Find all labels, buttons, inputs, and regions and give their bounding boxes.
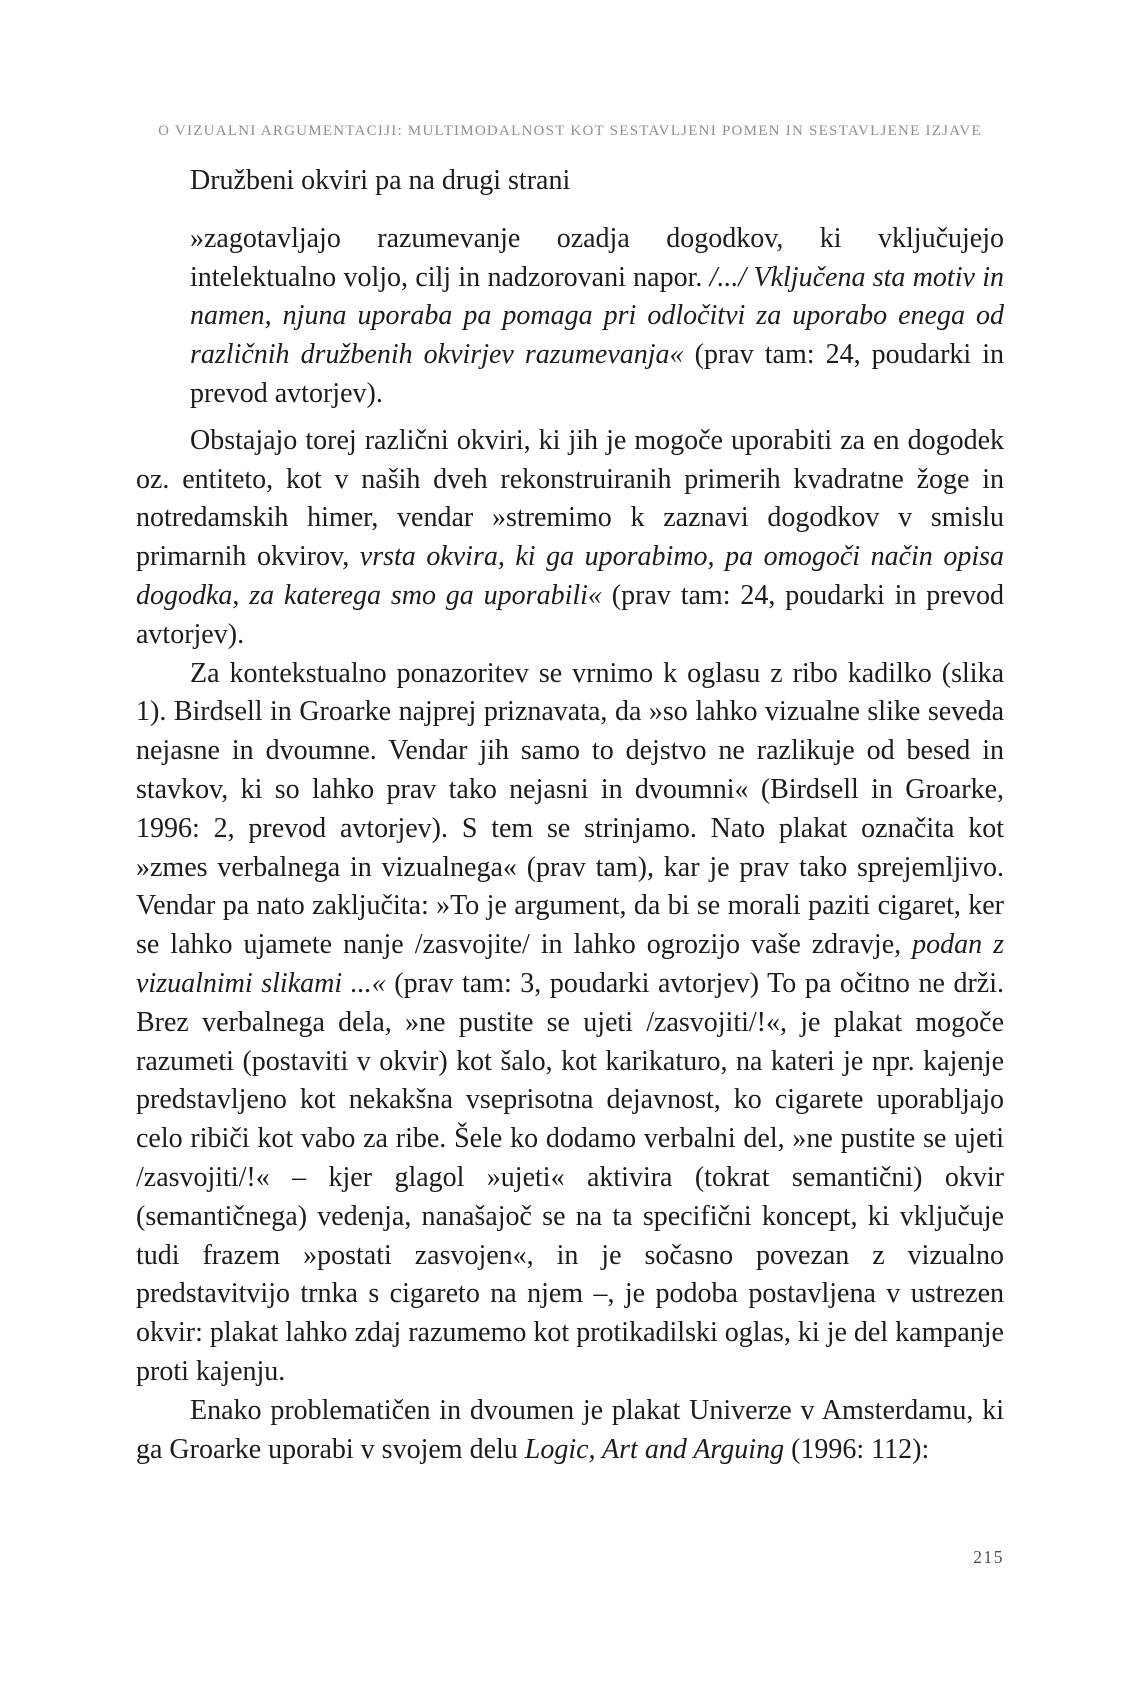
running-head: O VIZUALNI ARGUMENTACIJI: MULTIMODALNOST KOT SESTAVLJENI POMEN IN SESTAVLJENE IZJAVE [158, 123, 982, 139]
italic-run: podan z vizualnimi slikami ...« [136, 929, 1004, 999]
text-run: (1996: 112): [784, 1433, 930, 1465]
page-body [136, 162, 1004, 1469]
italic-run: /.../ Vključena sta motiv in namen, njuna uporaba pa pomaga pri odločitvi za uporabo enega od različnih družbenih okvirjev razumevanja« [190, 261, 1004, 371]
page-number: 215 [973, 1547, 1004, 1567]
text-run: Obstajajo torej različni okviri, ki jih je mogoče uporabiti za en dogodek oz. entiteto, kot v naših dveh rekonstruiranih primerih kvadratne žoge in notredamskih himer, vendar »stremimo k zaznavi dogodkov v smislu primarnih okvirov, [136, 424, 1004, 573]
blockquote [190, 220, 1004, 414]
text-run: »zagotavljajo razumevanje ozadja dogodkov, ki vključujejo intelektualno voljo, cilj in nadzorovani napor. [190, 222, 1004, 293]
italic-run: Logic, Art and Arguing [524, 1433, 785, 1465]
text-run: Družbeni okviri pa na drugi strani [190, 165, 571, 196]
text-run: Za kontekstualno ponazoritev se vrnimo k oglasu z ribo kadilko (slika 1). Birdsell in Groarke najprej priznavata, da »so lahko vizualne slike seveda nejasne in dvoumne. Vendar jih samo to dejstvo ne razlikuje od besed in stavkov, ki so lahko prav tako nejasni in dvoumni« (Birdsell in Groarke, 1996: 2, prevod avtorjev). S tem se strinjamo. Nato plakat označita kot »zmes verbalnega in vizualnega« (prav tam), kar je prav tako sprejemljivo. Vendar pa nato zaključita: »To je argument, da bi se morali paziti cigaret, ker se lahko ujamete nanje /zasvojite/ in lahko ogrozijo vaše zdravje, [136, 657, 1004, 961]
italic-run: vrsta okvira, ki ga uporabimo, pa omogoči način opisa dogodka, za katerega smo ga uporabili« [136, 541, 1005, 611]
text-run: (prav tam: 24, poudarki in prevod avtorjev). [190, 339, 1005, 409]
paragraph [136, 422, 1004, 655]
intro-line [136, 162, 1004, 201]
text-run: Enako problematičen in dvoumen je plakat Univerze v Amsterdamu, ki ga Groarke uporabi v svojem delu [136, 1394, 1004, 1465]
text-run: (prav tam: 24, poudarki in prevod avtorjev). [136, 579, 1004, 650]
paragraph [136, 1392, 1004, 1470]
text-run: (prav tam: 3, poudarki avtorjev) To pa očitno ne drži. Brez verbalnega dela, »ne pustite se ujeti /zasvojiti/!«, je plakat mogoče razumeti (postaviti v okvir) kot šalo, kot karikaturo, na kateri je npr. kajenje predstavljeno kot nekakšna vseprisotna dejavnost, ko cigarete uporabljajo celo ribiči kot vabo za ribe. Šele ko dodamo verbalni del, »ne pustite se ujeti /zasvojiti/!« – kjer glagol »ujeti« aktivira (tokrat semantični) okvir (semantičnega) vedenja, nanašajoč se na ta specifični koncept, ki vključuje tudi frazem »postati zasvojen«, in je sočasno povezan z vizualno predstavitvijo trnka s cigareto na njem –, je podoba postavljena v ustrezen okvir: plakat lahko zdaj razumemo kot protikadilski oglas, ki je del kampanje proti kajenju. [136, 967, 1005, 1387]
paragraph [136, 655, 1004, 1392]
